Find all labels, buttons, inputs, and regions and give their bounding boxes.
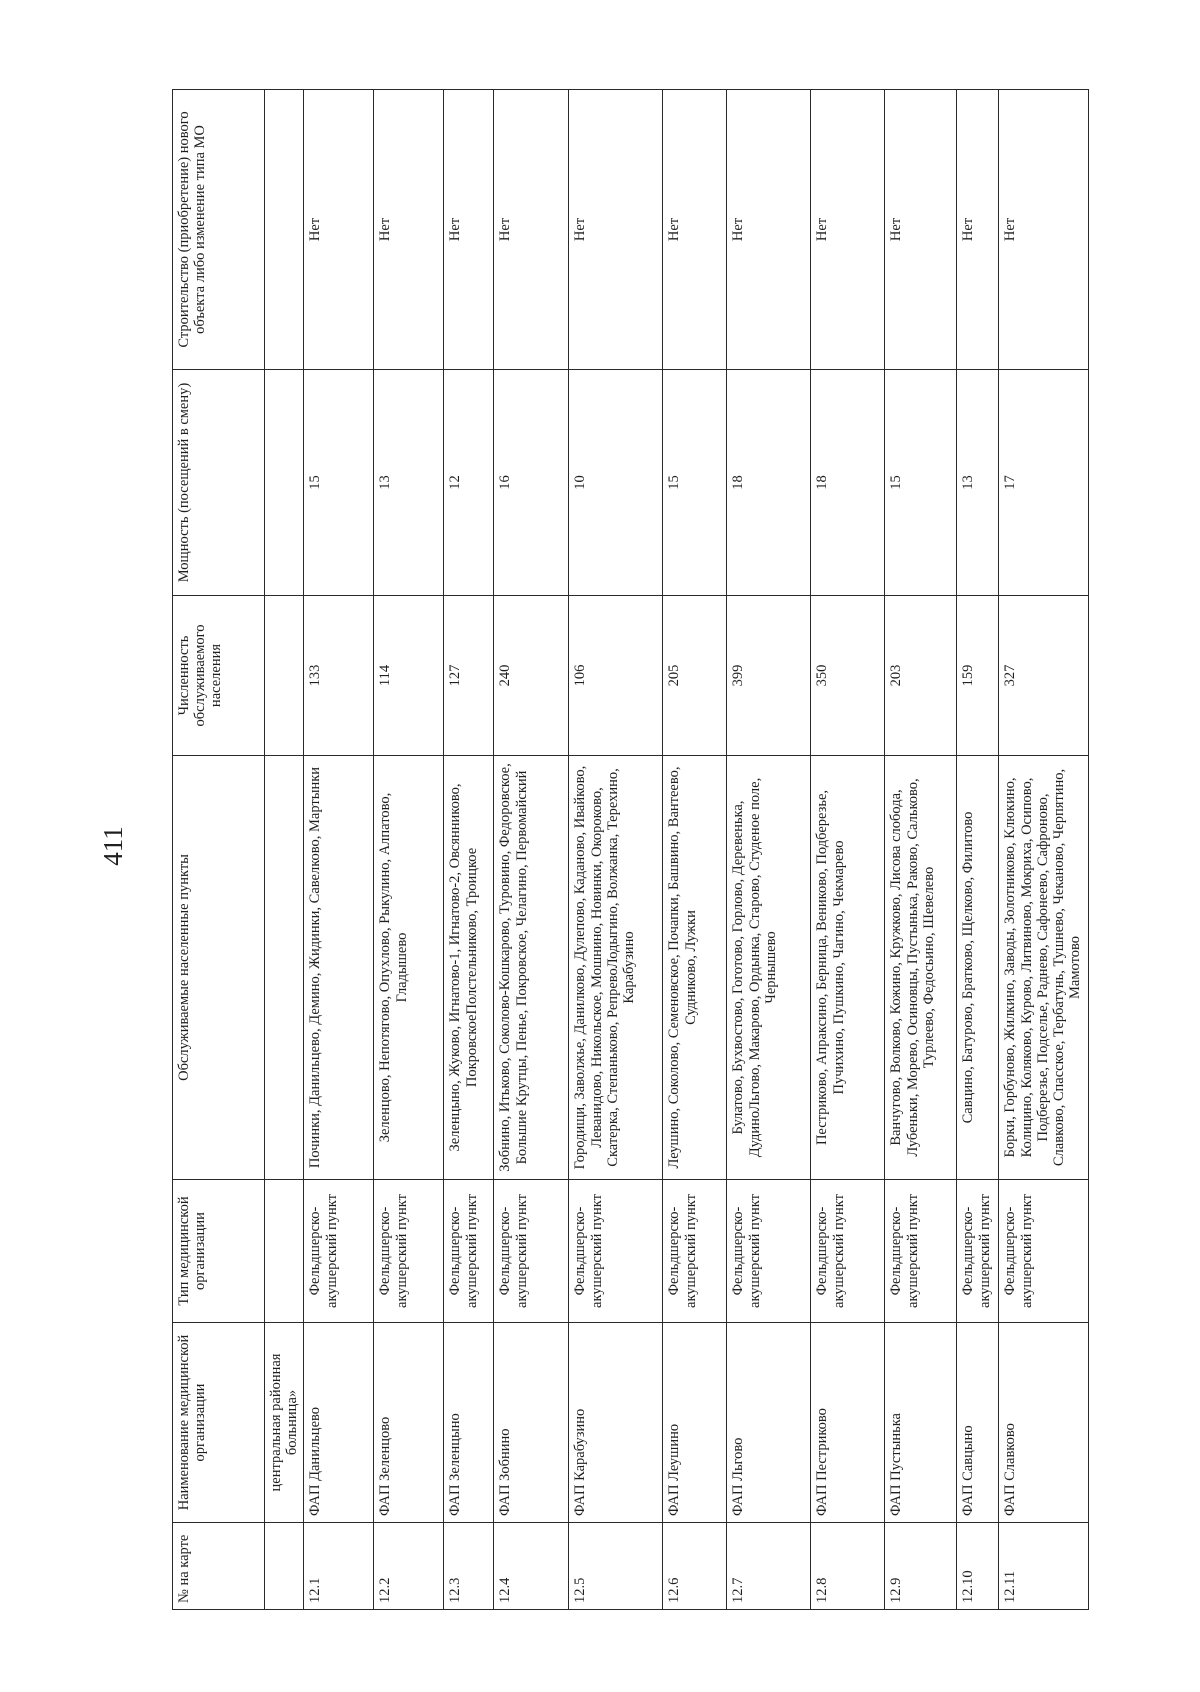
header-organization-name: Наименование медицинской организации <box>173 1323 265 1523</box>
cell-population: 205 <box>663 596 727 756</box>
cell-population: 127 <box>444 596 494 756</box>
header-map-number: № на карте <box>173 1523 265 1610</box>
cell-construction: Нет <box>444 90 494 370</box>
cell-population: 350 <box>811 596 885 756</box>
cell-population: 159 <box>957 596 999 756</box>
cell-organization-name: ФАП Пестриково <box>811 1323 885 1523</box>
cell-map-number: 12.6 <box>663 1523 727 1610</box>
cell-population: 327 <box>999 596 1089 756</box>
table-container <box>172 90 1084 1610</box>
cell-organization-type: Фельдшерско-акушерский пункт <box>494 1180 569 1323</box>
cell-settlements: Ванчугово, Волково, Кожино, Кружково, Лисова слобода, Лубеньки, Морево, Осиновцы, Пустынька, Раково, Сальково, Турлеево, Федосьино, Шевелево <box>885 756 957 1180</box>
cell-organization-type: Фельдшерско-акушерский пункт <box>304 1180 374 1323</box>
cell-population: 399 <box>727 596 811 756</box>
header-construction: Строительство (приобретение) нового объекта либо изменение типа МО <box>173 90 265 370</box>
table-row <box>304 90 374 1610</box>
cell-construction: Нет <box>811 90 885 370</box>
cell-organization-name: ФАП Пустынька <box>885 1323 957 1523</box>
table-cell <box>265 90 304 370</box>
table-subheader-row <box>265 90 304 1610</box>
cell-settlements: Леушино, Соколово, Семеновское, Почапки, Башвино, Вантеево, Судниково, Лужки <box>663 756 727 1180</box>
cell-map-number: 12.2 <box>374 1523 444 1610</box>
cell-capacity: 12 <box>444 370 494 596</box>
table-cell <box>265 1180 304 1323</box>
cell-map-number: 12.7 <box>727 1523 811 1610</box>
table-row <box>957 90 999 1610</box>
table-row <box>885 90 957 1610</box>
cell-settlements: Зобнино, Итьково, Соколово-Кошкарово, Туровино, Федоровское, Большие Крутцы, Пенье, Покровское, Челагино, Первомайский <box>494 756 569 1180</box>
cell-capacity: 15 <box>304 370 374 596</box>
cell-construction: Нет <box>957 90 999 370</box>
cell-capacity: 10 <box>569 370 663 596</box>
cell-construction: Нет <box>999 90 1089 370</box>
cell-settlements: Починки, Данильцево, Демино, Жидинки, Савелково, Мартынки <box>304 756 374 1180</box>
header-population: Численность обслуживаемого населения <box>173 596 265 756</box>
cell-capacity: 18 <box>811 370 885 596</box>
table-cell <box>265 370 304 596</box>
cell-organization-type: Фельдшерско-акушерский пункт <box>811 1180 885 1323</box>
cell-population: 133 <box>304 596 374 756</box>
header-settlements: Обслуживаемые населенные пункты <box>173 756 265 1180</box>
table-cell <box>265 1523 304 1610</box>
header-organization-type: Тип медицинской организации <box>173 1180 265 1323</box>
cell-population: 240 <box>494 596 569 756</box>
table-cell <box>265 596 304 756</box>
cell-map-number: 12.4 <box>494 1523 569 1610</box>
cell-organization-type: Фельдшерско-акушерский пункт <box>957 1180 999 1323</box>
table-row <box>569 90 663 1610</box>
cell-construction: Нет <box>885 90 957 370</box>
cell-capacity: 15 <box>663 370 727 596</box>
cell-map-number: 12.10 <box>957 1523 999 1610</box>
table-row <box>444 90 494 1610</box>
table-row <box>374 90 444 1610</box>
table-row <box>727 90 811 1610</box>
cell-construction: Нет <box>727 90 811 370</box>
cell-organization-name: ФАП Карабузино <box>569 1323 663 1523</box>
cell-organization-name: ФАП Зобнино <box>494 1323 569 1523</box>
cell-map-number: 12.3 <box>444 1523 494 1610</box>
cell-map-number: 12.1 <box>304 1523 374 1610</box>
cell-settlements: Городищи, Заволжье, Данилково, Дулепово, Каданово, Ивайково, Леванидово, Никольское, Мошнино, Новинки, Окороково, Скатерка, Степаньково, РепревоЛодыгино, Волжанка, Терехино, Карабузино <box>569 756 663 1180</box>
cell-map-number: 12.11 <box>999 1523 1089 1610</box>
cell-organization-type: Фельдшерско-акушерский пункт <box>374 1180 444 1323</box>
cell-capacity: 16 <box>494 370 569 596</box>
cell-organization-name: ФАП Зеленцово <box>374 1323 444 1523</box>
cell-settlements: Зеленцыно, Жуково, Игнатово-1, Игнатово-2, Овсянниково, ПокровскоеПолстельниково, Троицкое <box>444 756 494 1180</box>
cell-population: 203 <box>885 596 957 756</box>
table-header-row <box>173 90 265 1610</box>
cell-organization-name: ФАП Данильцево <box>304 1323 374 1523</box>
table-row <box>494 90 569 1610</box>
cell-settlements: Зеленцово, Непотягово, Опухлово, Рыкулино, Алпатово, Гладышево <box>374 756 444 1180</box>
cell-construction: Нет <box>663 90 727 370</box>
cell-organization-type: Фельдшерско-акушерский пункт <box>999 1180 1089 1323</box>
header-capacity: Мощность (посещений в смену) <box>173 370 265 596</box>
rotated-table-frame <box>172 90 1084 1610</box>
cell-capacity: 18 <box>727 370 811 596</box>
cell-organization-type: Фельдшерско-акушерский пункт <box>569 1180 663 1323</box>
cell-settlements: Савцино, Батурово, Братково, Щелково, Филитово <box>957 756 999 1180</box>
cell-map-number: 12.9 <box>885 1523 957 1610</box>
cell-organization-name: ФАП Савцыно <box>957 1323 999 1523</box>
cell-organization-name: ФАП Леушино <box>663 1323 727 1523</box>
table-row <box>999 90 1089 1610</box>
cell-map-number: 12.8 <box>811 1523 885 1610</box>
medical-organizations-table <box>172 89 1089 1610</box>
cell-capacity: 13 <box>374 370 444 596</box>
cell-organization-name: ФАП Льгово <box>727 1323 811 1523</box>
cell-population: 106 <box>569 596 663 756</box>
table-cell <box>265 756 304 1180</box>
cell-organization-name: ФАП Зеленцыно <box>444 1323 494 1523</box>
cell-capacity: 13 <box>957 370 999 596</box>
cell-organization-type: Фельдшерско-акушерский пункт <box>727 1180 811 1323</box>
subheader-organization-cell: центральная районная больница» <box>265 1323 304 1523</box>
cell-construction: Нет <box>304 90 374 370</box>
cell-capacity: 17 <box>999 370 1089 596</box>
cell-organization-type: Фельдшерско-акушерский пункт <box>663 1180 727 1323</box>
cell-organization-name: ФАП Славково <box>999 1323 1089 1523</box>
cell-map-number: 12.5 <box>569 1523 663 1610</box>
cell-population: 114 <box>374 596 444 756</box>
table-row <box>663 90 727 1610</box>
page-number: 411 <box>98 826 128 866</box>
cell-construction: Нет <box>494 90 569 370</box>
cell-construction: Нет <box>569 90 663 370</box>
cell-settlements: Булатово, Бухвостово, Гоготово, Горлово, Деревенька, ДудиноЛьгово, Макарово, Ордынка, Старово, Студеное поле, Чернышево <box>727 756 811 1180</box>
cell-construction: Нет <box>374 90 444 370</box>
cell-capacity: 15 <box>885 370 957 596</box>
cell-settlements: Борки, Горбуново, Жилкино, Заводы, Золотниково, Клюкино, Колицино, Коляково, Курово, Литвиново, Мокриха, Осипово, Подберезье, Подселье, Раднево, Сафонеево, Сафроново, Славково, Спасское, Тербатунь, Тушнево, Чеканово, Черпятино, Мамотово <box>999 756 1089 1180</box>
table-row <box>811 90 885 1610</box>
cell-settlements: Пестриково, Апраксино, Берница, Вениково, Подберезье, Пучихино, Пушкино, Чагино, Чекмарево <box>811 756 885 1180</box>
cell-organization-type: Фельдшерско-акушерский пункт <box>885 1180 957 1323</box>
cell-organization-type: Фельдшерско-акушерский пункт <box>444 1180 494 1323</box>
